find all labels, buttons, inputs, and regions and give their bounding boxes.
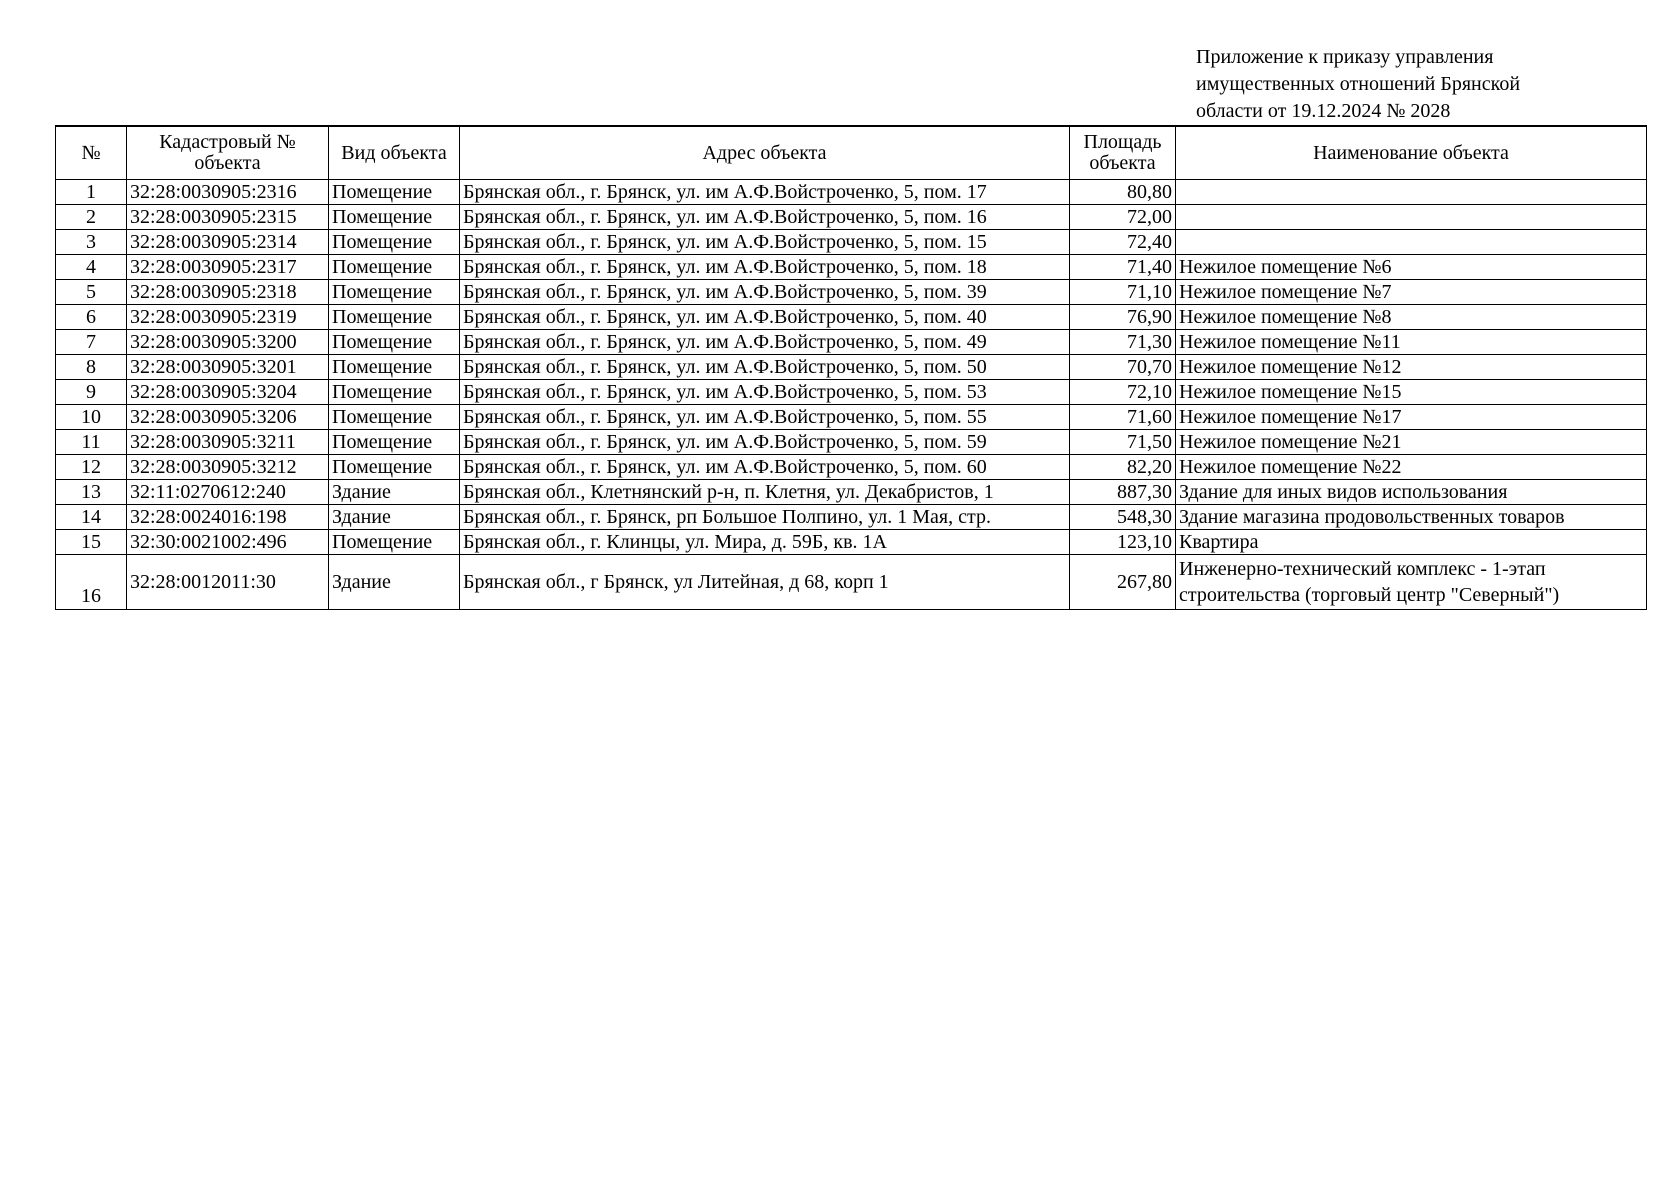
cell-number: 15	[56, 530, 127, 555]
cell-cadastral-number: 32:28:0030905:3201	[127, 355, 329, 380]
cell-object-type: Помещение	[329, 305, 460, 330]
cell-object-type: Помещение	[329, 330, 460, 355]
header-line: Приложение к приказу управления	[1196, 46, 1494, 68]
cell-object-name: Нежилое помещение №6	[1176, 255, 1647, 280]
cell-cadastral-number: 32:28:0024016:198	[127, 505, 329, 530]
cell-address: Брянская обл., г Брянск, ул Литейная, д 68, корп 1	[460, 555, 1070, 610]
table-row	[56, 405, 1647, 430]
cell-number: 6	[56, 305, 127, 330]
cell-area: 548,30	[1070, 505, 1176, 530]
cell-cadastral-number: 32:28:0030905:2318	[127, 280, 329, 305]
cell-object-type: Помещение	[329, 205, 460, 230]
cell-address: Брянская обл., г. Брянск, ул. им А.Ф.Войстроченко, 5, пом. 50	[460, 355, 1070, 380]
cell-area: 76,90	[1070, 305, 1176, 330]
cell-cadastral-number: 32:28:0030905:3212	[127, 455, 329, 480]
cell-object-name: Квартира	[1176, 530, 1647, 555]
column-header-type: Вид объекта	[329, 126, 460, 180]
cell-cadastral-number: 32:28:0030905:3204	[127, 380, 329, 405]
table-row	[56, 180, 1647, 205]
cell-number: 9	[56, 380, 127, 405]
cell-cadastral-number: 32:28:0030905:2319	[127, 305, 329, 330]
column-header-cadastral: Кадастровый № объекта	[127, 126, 329, 180]
cell-object-name: Нежилое помещение №7	[1176, 280, 1647, 305]
property-registry-table	[55, 125, 1647, 610]
table-row	[56, 355, 1647, 380]
header-row	[56, 126, 1647, 180]
cell-cadastral-number: 32:28:0030905:3206	[127, 405, 329, 430]
table-row	[56, 230, 1647, 255]
column-header-number: №	[56, 126, 127, 180]
cell-cadastral-number: 32:28:0030905:2317	[127, 255, 329, 280]
cell-area: 72,40	[1070, 230, 1176, 255]
cell-cadastral-number: 32:30:0021002:496	[127, 530, 329, 555]
cell-address: Брянская обл., г. Брянск, ул. им А.Ф.Войстроченко, 5, пом. 53	[460, 380, 1070, 405]
cell-object-type: Помещение	[329, 180, 460, 205]
cell-object-type: Помещение	[329, 405, 460, 430]
cell-address: Брянская обл., г. Брянск, ул. им А.Ф.Войстроченко, 5, пом. 18	[460, 255, 1070, 280]
cell-number: 10	[56, 405, 127, 430]
cell-address: Брянская обл., г. Клинцы, ул. Мира, д. 59Б, кв. 1А	[460, 530, 1070, 555]
cell-object-name	[1176, 205, 1647, 230]
cell-object-name: Здание для иных видов использования	[1176, 480, 1647, 505]
table-row	[56, 480, 1647, 505]
cell-address: Брянская обл., г. Брянск, ул. им А.Ф.Войстроченко, 5, пом. 39	[460, 280, 1070, 305]
cell-object-type: Здание	[329, 555, 460, 610]
cell-area: 887,30	[1070, 480, 1176, 505]
cell-number: 8	[56, 355, 127, 380]
cell-object-type: Помещение	[329, 530, 460, 555]
cell-address: Брянская обл., г. Брянск, ул. им А.Ф.Войстроченко, 5, пом. 60	[460, 455, 1070, 480]
cell-number: 16	[56, 555, 127, 610]
table-row	[56, 530, 1647, 555]
cell-object-type: Здание	[329, 505, 460, 530]
cell-object-type: Помещение	[329, 380, 460, 405]
column-header-name: Наименование объекта	[1176, 126, 1647, 180]
cell-address: Брянская обл., г. Брянск, ул. им А.Ф.Войстроченко, 5, пом. 49	[460, 330, 1070, 355]
cell-object-type: Помещение	[329, 455, 460, 480]
cell-address: Брянская обл., г. Брянск, рп Большое Полпино, ул. 1 Мая, стр.	[460, 505, 1070, 530]
cell-object-type: Помещение	[329, 280, 460, 305]
column-header-address: Адрес объекта	[460, 126, 1070, 180]
cell-object-name: Здание магазина продовольственных товаров	[1176, 505, 1647, 530]
table-row	[56, 380, 1647, 405]
cell-number: 12	[56, 455, 127, 480]
column-header-area: Площадь объекта	[1070, 126, 1176, 180]
cell-object-name: Нежилое помещение №12	[1176, 355, 1647, 380]
cell-area: 72,00	[1070, 205, 1176, 230]
cell-object-type: Здание	[329, 480, 460, 505]
table-row	[56, 455, 1647, 480]
table-row	[56, 555, 1647, 610]
table-row	[56, 430, 1647, 455]
cell-number: 5	[56, 280, 127, 305]
cell-area: 80,80	[1070, 180, 1176, 205]
cell-object-name: Нежилое помещение №11	[1176, 330, 1647, 355]
table-row	[56, 305, 1647, 330]
table-header	[56, 126, 1647, 180]
cell-area: 71,30	[1070, 330, 1176, 355]
cell-number: 7	[56, 330, 127, 355]
cell-address: Брянская обл., г. Брянск, ул. им А.Ф.Войстроченко, 5, пом. 16	[460, 205, 1070, 230]
table-row	[56, 330, 1647, 355]
cell-area: 71,40	[1070, 255, 1176, 280]
cell-number: 4	[56, 255, 127, 280]
cell-object-type: Помещение	[329, 255, 460, 280]
cell-area: 71,50	[1070, 430, 1176, 455]
cell-number: 1	[56, 180, 127, 205]
cell-address: Брянская обл., г. Брянск, ул. им А.Ф.Войстроченко, 5, пом. 40	[460, 305, 1070, 330]
cell-number: 13	[56, 480, 127, 505]
cell-object-type: Помещение	[329, 355, 460, 380]
cell-cadastral-number: 32:28:0012011:30	[127, 555, 329, 610]
cell-address: Брянская обл., г. Брянск, ул. им А.Ф.Войстроченко, 5, пом. 17	[460, 180, 1070, 205]
cell-cadastral-number: 32:28:0030905:3211	[127, 430, 329, 455]
cell-object-type: Помещение	[329, 230, 460, 255]
cell-cadastral-number: 32:28:0030905:3200	[127, 330, 329, 355]
cell-cadastral-number: 32:28:0030905:2316	[127, 180, 329, 205]
cell-object-name: Нежилое помещение №22	[1176, 455, 1647, 480]
cell-object-name: Нежилое помещение №15	[1176, 380, 1647, 405]
cell-number: 14	[56, 505, 127, 530]
header-line: имущественных отношений Брянской	[1196, 73, 1521, 95]
table-row	[56, 505, 1647, 530]
cell-area: 267,80	[1070, 555, 1176, 610]
cell-object-name: Инженерно-технический комплекс - 1-этап строительства (торговый центр "Северный")	[1176, 555, 1647, 610]
table-row	[56, 280, 1647, 305]
cell-object-type: Помещение	[329, 430, 460, 455]
order-reference-header	[1196, 44, 1636, 125]
cell-area: 72,10	[1070, 380, 1176, 405]
cell-number: 11	[56, 430, 127, 455]
cell-address: Брянская обл., Клетнянский р-н, п. Клетня, ул. Декабристов, 1	[460, 480, 1070, 505]
cell-cadastral-number: 32:11:0270612:240	[127, 480, 329, 505]
cell-address: Брянская обл., г. Брянск, ул. им А.Ф.Войстроченко, 5, пом. 15	[460, 230, 1070, 255]
cell-object-name: Нежилое помещение №8	[1176, 305, 1647, 330]
cell-number: 3	[56, 230, 127, 255]
cell-object-name	[1176, 230, 1647, 255]
cell-address: Брянская обл., г. Брянск, ул. им А.Ф.Войстроченко, 5, пом. 59	[460, 430, 1070, 455]
cell-area: 82,20	[1070, 455, 1176, 480]
cell-number: 2	[56, 205, 127, 230]
cell-area: 71,10	[1070, 280, 1176, 305]
cell-object-name: Нежилое помещение №21	[1176, 430, 1647, 455]
cell-object-name	[1176, 180, 1647, 205]
cell-cadastral-number: 32:28:0030905:2315	[127, 205, 329, 230]
cell-area: 70,70	[1070, 355, 1176, 380]
table-row	[56, 205, 1647, 230]
table-body	[56, 180, 1647, 610]
cell-object-name: Нежилое помещение №17	[1176, 405, 1647, 430]
cell-area: 71,60	[1070, 405, 1176, 430]
header-line: области от 19.12.2024 № 2028	[1196, 100, 1451, 122]
cell-cadastral-number: 32:28:0030905:2314	[127, 230, 329, 255]
table-row	[56, 255, 1647, 280]
cell-address: Брянская обл., г. Брянск, ул. им А.Ф.Войстроченко, 5, пом. 55	[460, 405, 1070, 430]
cell-area: 123,10	[1070, 530, 1176, 555]
